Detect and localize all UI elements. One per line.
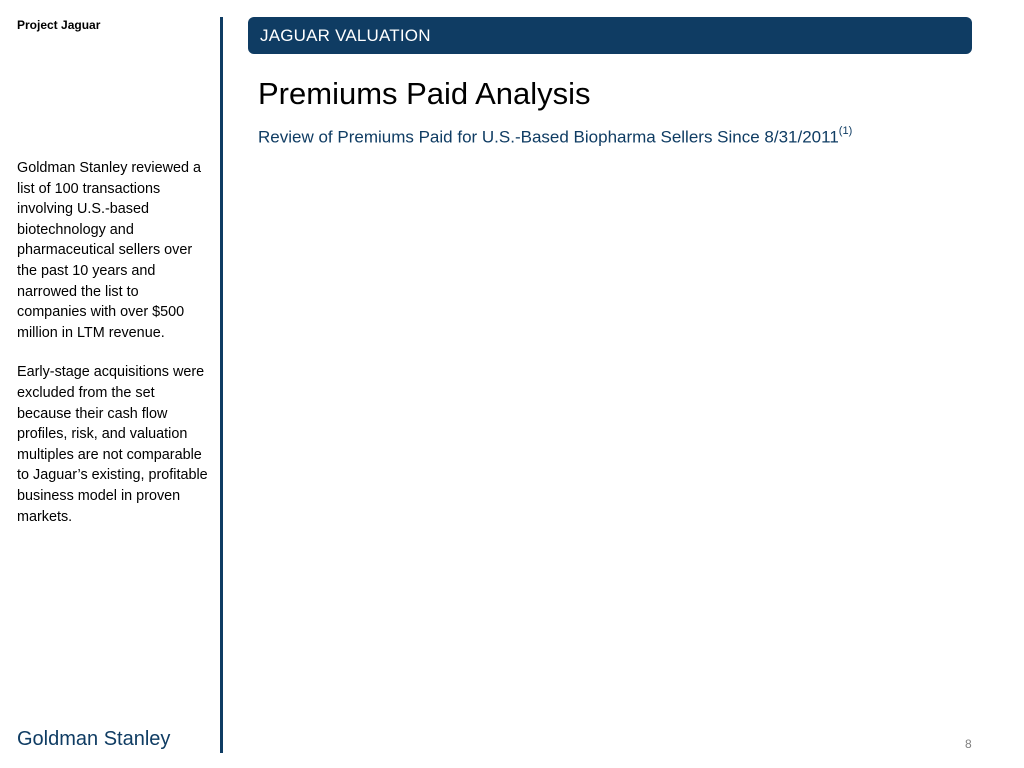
sidebar-paragraph: Early-stage acquisitions were excluded from the set because their cash flow profiles, risk, and valuation multiples are not comparable to Jaguar’s existing, profitable business model in proven markets. — [17, 364, 208, 525]
section-header-bar — [248, 17, 972, 54]
vertical-divider — [220, 17, 223, 753]
subtitle-text: Review of Premiums Paid for U.S.-Based Biopharma Sellers Since 8/31/2011 — [258, 127, 839, 147]
project-label: Project Jaguar — [17, 18, 101, 32]
page-subtitle — [258, 127, 852, 148]
section-header-text: JAGUAR VALUATION — [260, 26, 431, 45]
page-title: Premiums Paid Analysis — [258, 76, 591, 111]
subtitle-footnote-marker: (1) — [838, 125, 853, 137]
brand-name: Goldman Stanley — [17, 728, 171, 750]
sidebar-paragraph: Goldman Stanley reviewed a list of 100 transactions involving U.S.-based biotechnology and pharmaceutical sellers over the past 10 years and narrowed the list to companies with over $500 million in LTM revenue. — [17, 160, 201, 341]
sidebar-commentary — [17, 158, 209, 546]
page-number: 8 — [965, 737, 972, 751]
